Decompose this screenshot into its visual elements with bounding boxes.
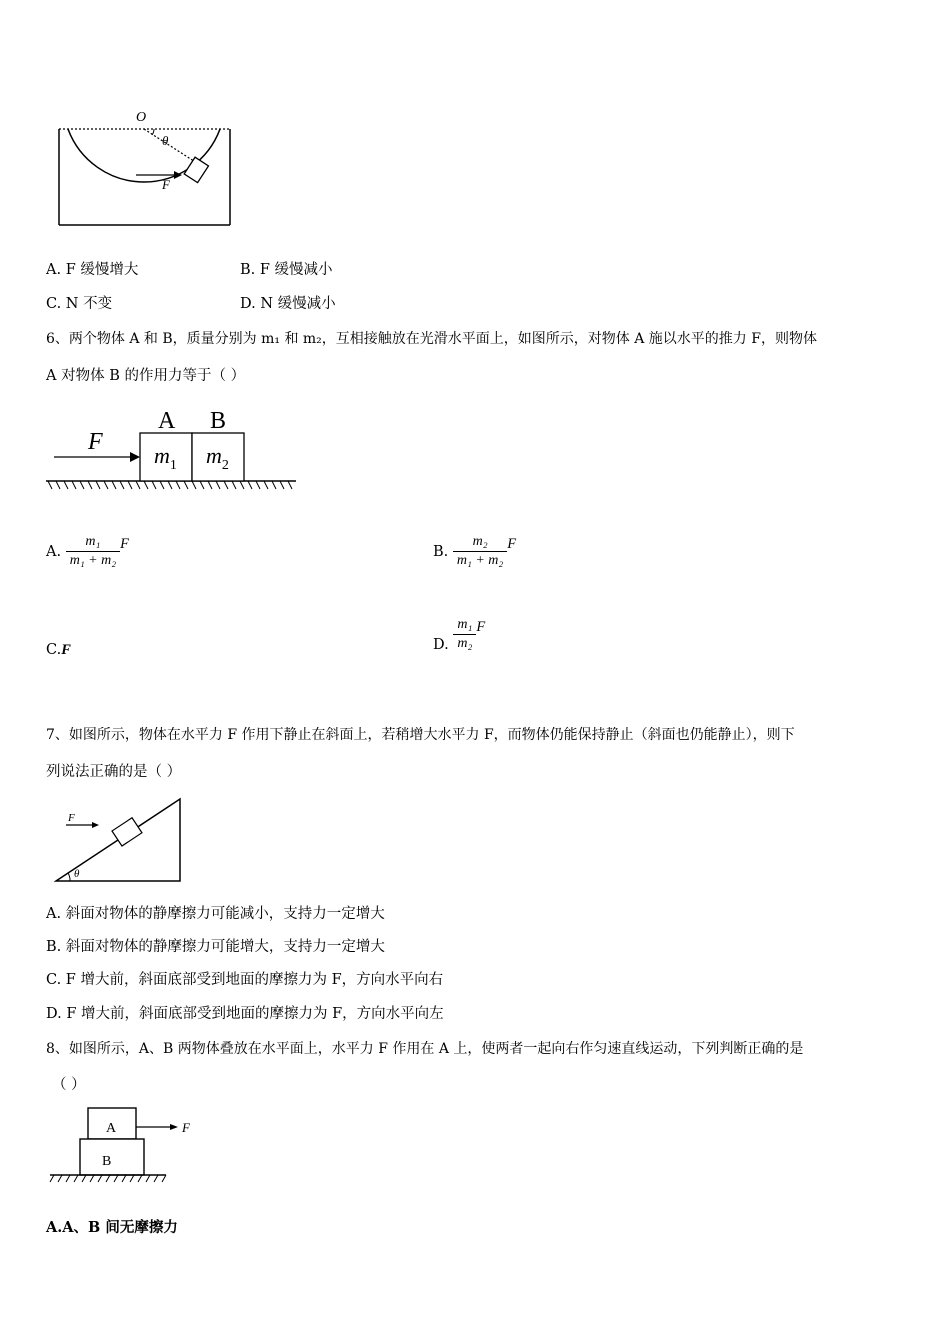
fraction xyxy=(453,616,476,653)
q7-stem-line2: 列说法正确的是（ ） xyxy=(46,764,182,780)
q6-option-d[interactable] xyxy=(433,616,485,653)
label-m2: m xyxy=(206,443,222,468)
option-prefix: D. xyxy=(433,636,449,653)
q5-option-c[interactable]: C. N 不变 xyxy=(46,296,113,312)
label-a: A xyxy=(106,1121,117,1136)
option-value: F xyxy=(61,642,71,658)
force-symbol: F xyxy=(120,535,129,552)
q7-option-c[interactable]: C. F 增大前，斜面底部受到地面的摩擦力为 F，方向水平向右 xyxy=(46,972,444,988)
label-o: O xyxy=(136,110,147,125)
label-f: F xyxy=(162,177,170,192)
denominator: m₁ + m₂ xyxy=(453,551,507,570)
label-f: F xyxy=(182,1120,190,1135)
q8-stem-line1: 8、如图所示，A、B 两物体叠放在水平面上，水平力 F 作用在 A 上，使两者一起向右作匀速直线运动，下列判断正确的是 xyxy=(46,1041,804,1057)
q7-option-d[interactable]: D. F 增大前，斜面底部受到地面的摩擦力为 F，方向水平向左 xyxy=(46,1006,444,1022)
q6-option-b[interactable] xyxy=(433,533,516,570)
option-prefix: A. xyxy=(46,543,62,560)
label-f: F xyxy=(88,429,103,455)
q7-option-b[interactable]: B. 斜面对物体的静摩擦力可能增大，支持力一定增大 xyxy=(46,939,385,955)
stacked-blocks-diagram xyxy=(48,1104,198,1186)
label-b: B xyxy=(210,408,227,434)
q7-option-a[interactable]: A. 斜面对物体的静摩擦力可能减小，支持力一定增大 xyxy=(46,906,385,922)
q8-option-a[interactable]: A.A、B 间无摩擦力 xyxy=(46,1219,178,1236)
label-a: A xyxy=(158,408,176,434)
label-f: F xyxy=(68,812,75,824)
numerator: m₁ xyxy=(457,617,473,632)
force-symbol: F xyxy=(507,535,517,552)
label-theta: θ xyxy=(162,133,169,148)
incline-diagram xyxy=(52,795,187,887)
numerator: m₁ xyxy=(85,534,101,549)
q5-option-a[interactable]: A. F 缓慢增大 xyxy=(46,262,139,278)
q6-stem-line2: A 对物体 B 的作用力等于（ ） xyxy=(46,368,246,384)
option-prefix: C. xyxy=(46,642,62,658)
numerator: m₂ xyxy=(472,534,488,549)
denominator: m₂ xyxy=(453,634,476,653)
q7-stem-line1: 7、如图所示，物体在水平力 F 作用下静止在斜面上，若稍增大水平力 F，而物体仍能保持静止（斜面也仍能静止），则下 xyxy=(46,727,795,743)
label-m1: m xyxy=(154,443,170,468)
q5-option-d[interactable]: D. N 缓慢减小 xyxy=(240,296,336,312)
label-m1-sub: 1 xyxy=(169,458,177,473)
label-m2-sub: 2 xyxy=(221,458,229,473)
q6-stem-line1: 6、两个物体 A 和 B，质量分别为 m₁ 和 m₂，互相接触放在光滑水平面上，如图所示，对物体 A 施以水平的推力 F，则物体 xyxy=(46,331,817,347)
fraction xyxy=(66,533,120,570)
label-theta: θ xyxy=(74,868,80,880)
fraction xyxy=(453,533,507,570)
denominator: m₁ + m₂ xyxy=(66,551,120,570)
q6-option-a[interactable] xyxy=(46,533,129,570)
force-symbol: F xyxy=(476,618,486,635)
label-b: B xyxy=(102,1154,112,1169)
bowl-diagram xyxy=(50,105,240,230)
q5-option-b[interactable]: B. F 缓慢减小 xyxy=(240,262,333,278)
q8-stem-line2: （ ） xyxy=(52,1077,86,1093)
option-prefix: B. xyxy=(433,543,449,560)
two-blocks-diagram xyxy=(44,405,300,495)
q6-option-c[interactable] xyxy=(46,640,71,660)
